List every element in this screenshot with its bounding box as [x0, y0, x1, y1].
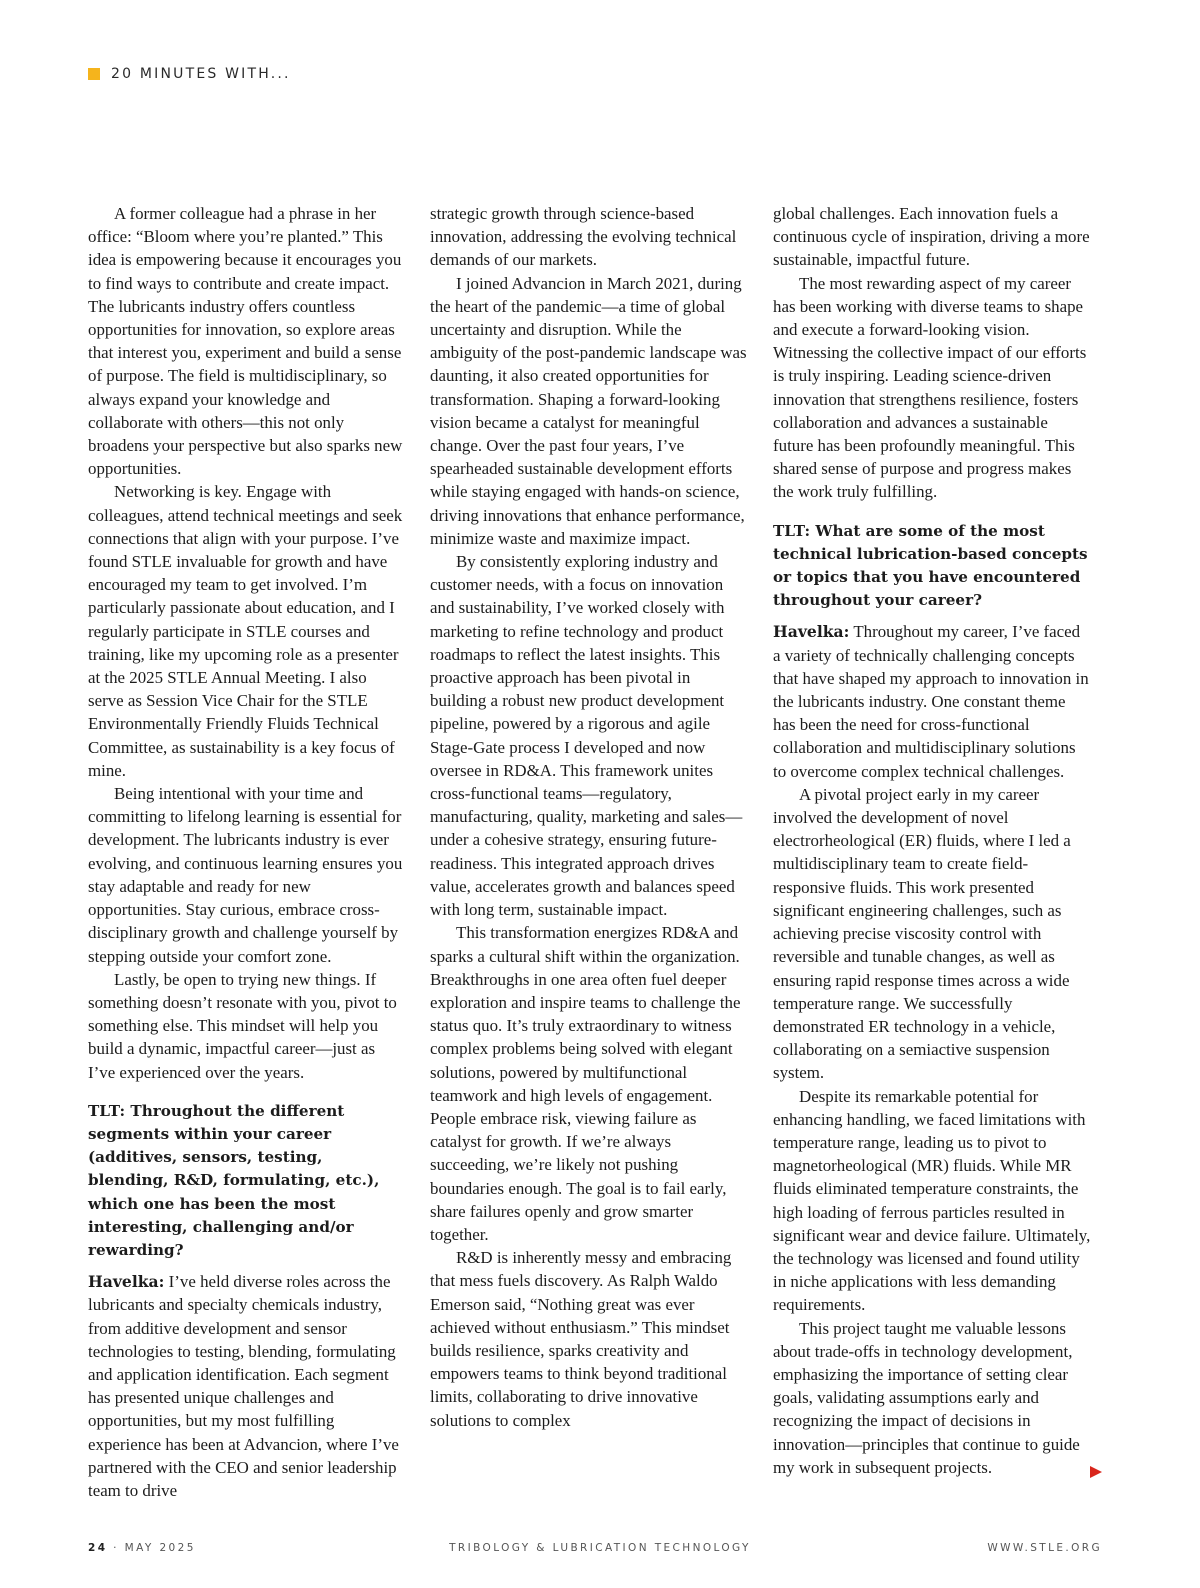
website-link[interactable]: WWW.STLE.ORG	[987, 1542, 1102, 1554]
column-2	[430, 202, 748, 1432]
paragraph: A pivotal project early in my career involved the development of novel electrorheological (ER) fluids, where I led a multidisciplinary team to create field-responsive fluids. This work presented significant engineering challenges, such as achieving precise viscosity control with reversible and tunable changes, as well as ensuring rapid response times across a wide temperature range. We successfully demonstrated ER technology in a vehicle, collaborating on a semiactive suspension system.	[773, 784, 1071, 1083]
paragraph: Lastly, be open to trying new things. If something doesn’t resonate with you, pivot to something else. This mindset will help you build a dynamic, impactful career—just as I’ve experienced over the years.	[88, 969, 397, 1082]
paragraph: By consistently exploring industry and customer needs, with a focus on innovation and sustainability, I’ve worked closely with marketing to refine technology and product roadmaps to reflect the latest insights. This proactive approach has been pivotal in building a robust new product development pipeline, powered by a rigorous and agile Stage-Gate process I developed and now oversee in RD&A. This framework unites cross-functional teams—regulatory, manufacturing, quality, marketing and sales—under a cohesive strategy, ensuring future-readiness. This integrated approach drives value, accelerates growth and balances speed with long term, sustainable impact.	[430, 552, 743, 920]
paragraph: I joined Advancion in March 2021, during the heart of the pandemic—a time of global uncertainty and disruption. While the ambiguity of the post-pandemic landscape was daunting, it also created opportunities for transformation. Shaping a forward-looking vision became a catalyst for meaningful change. Over the past four years, I’ve spearheaded sustainable development efforts while staying engaged with hands-on science, driving innovations that enhance performance, minimize waste and maximize impact.	[430, 273, 747, 548]
interview-question	[88, 1100, 406, 1262]
question-speaker: TLT:	[88, 1101, 126, 1120]
paragraph: This transformation energizes RD&A and sparks a cultural shift within the organization. Breakthroughs in one area often fuel deeper exploration and inspire teams to challenge the status quo. It’s truly extraordinary to witness complex problems being solved with elegant solutions, powered by multifunctional teamwork and high levels of engagement. People embrace risk, viewing failure as catalyst for growth. If we’re always succeeding, we’re likely not pushing boundaries enough. The goal is to fail early, share failures openly and grow smarter together.	[430, 923, 741, 1244]
paragraph: This project taught me valuable lessons about trade-offs in technology development, emphasizing the importance of setting clear goals, validating assumptions early and recognizing the impact of decisions in innovation—principles that continue to guide my work in subsequent projects.	[773, 1318, 1080, 1477]
paragraph: Despite its remarkable potential for enhancing handling, we faced limitations with temperature range, leading us to pivot to magnetorheological (MR) fluids. While MR fluids eliminated temperature constraints, the high loading of ferrous particles resulted in significant wear and device failure. Ultimately, the technology was licensed and found utility in niche applications with less demanding requirements.	[773, 1086, 1091, 1315]
paragraph: The most rewarding aspect of my career has been working with diverse teams to shape and execute a forward-looking vision. Witnessing the collective impact of our efforts is truly inspiring. Leading science-driven innovation that strengthens resilience, fosters collaboration and advances a sustainable future has been profoundly meaningful. This shared sense of purpose and progress makes the work truly fulfilling.	[773, 273, 1087, 502]
section-header	[88, 66, 291, 82]
footer-separator: ·	[113, 1542, 119, 1554]
answer-text: Throughout my career, I’ve faced a variety of technically challenging concepts that have shaped my approach to innovation in the lubricants industry. One constant theme has been the need for cross-functional collaboration and multidisciplinary solutions to overcome complex technical challenges.	[773, 622, 1089, 781]
section-label: 20 MINUTES WITH...	[111, 66, 291, 82]
page-number: 24	[88, 1542, 108, 1554]
question-speaker: TLT:	[773, 521, 811, 540]
paragraph: global challenges. Each innovation fuels a continuous cycle of inspiration, driving a more sustainable, impactful future.	[773, 204, 1090, 270]
answer-speaker: Havelka:	[773, 622, 850, 642]
paragraph: Being intentional with your time and committing to lifelong learning is essential for development. The lubricants industry is ever evolving, and continuous learning ensures you stay adaptable and ready for new opportunities. Stay curious, embrace cross-disciplinary growth and challenge yourself by stepping outside your comfort zone.	[88, 784, 403, 966]
paragraph: strategic growth through science-based innovation, addressing the evolving technical demands of our markets.	[430, 204, 737, 270]
answer-speaker: Havelka:	[88, 1272, 165, 1292]
question-text: What are some of the most technical lubrication-based concepts or topics that you have encountered throughout your career?	[773, 521, 1088, 610]
publication-name: TRIBOLOGY & LUBRICATION TECHNOLOGY	[449, 1542, 751, 1554]
continue-arrow-icon	[1090, 1466, 1102, 1478]
paragraph: Networking is key. Engage with colleagues, attend technical meetings and seek connections that align with your purpose. I’ve found STLE invaluable for growth and have encouraged my team to get involved. I’m particularly passionate about education, and I regularly participate in STLE courses and training, like my upcoming role as a presenter at the 2025 STLE Annual Meeting. I also serve as Session Vice Chair for the STLE Environmentally Friendly Fluids Technical Committee, as sustainability is a key focus of mine.	[88, 482, 403, 780]
question-text: Throughout the different segments within your career (additives, sensors, testing, blending, R&D, formulating, etc.), which one has been the most interesting, challenging and/or rewarding?	[88, 1101, 380, 1259]
square-bullet-icon	[88, 68, 100, 80]
interview-question	[773, 520, 1091, 613]
column-3	[773, 202, 1091, 1479]
interview-answer	[773, 620, 1091, 782]
issue-date: MAY 2025	[124, 1542, 196, 1554]
column-1	[88, 202, 406, 1502]
paragraph: A former colleague had a phrase in her office: “Bloom where you’re planted.” This idea is empowering because it encourages you to find ways to contribute and create impact. The lubricants industry offers countless opportunities for innovation, so explore areas that interest you, experiment and build a sense of purpose. The field is multidisciplinary, so always expand your knowledge and collaborate with others—this not only broadens your perspective but also sparks new opportunities.	[88, 204, 403, 479]
interview-answer	[88, 1270, 406, 1502]
paragraph: R&D is inherently messy and embracing that mess fuels discovery. As Ralph Waldo Emerson said, “Nothing great was ever achieved without enthusiasm.” This mindset builds resilience, sparks creativity and empowers teams to think beyond traditional limits, collaborating to drive innovative solutions to complex	[430, 1248, 732, 1430]
answer-text: I’ve held diverse roles across the lubricants and specialty chemicals industry, from additive development and sensor technologies to testing, blending, formulating and application identification. Each segment has presented unique challenges and opportunities, but my most fulfilling experience has been at Advancion, where I’ve partnered with the CEO and senior leadership team to drive	[88, 1272, 399, 1500]
